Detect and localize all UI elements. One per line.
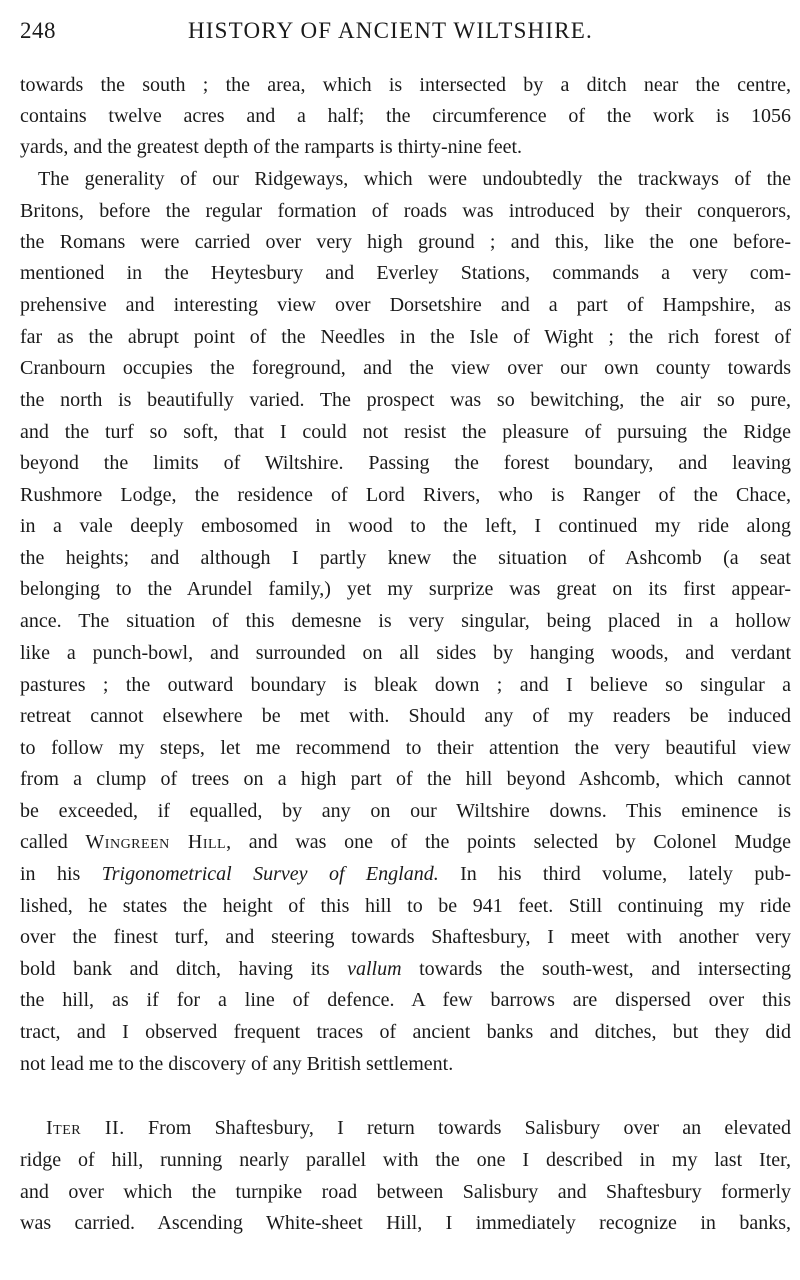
text-line: towards the south ; the area, which is intersected by a ditch near the centre, bbox=[20, 74, 791, 96]
text-line bbox=[20, 827, 791, 857]
text-line: prehensive and interesting view over Dorsetshire and a part of Hampshire, as bbox=[20, 294, 791, 316]
text-line: in a vale deeply embosomed in wood to the left, I continued my ride along bbox=[20, 515, 791, 537]
text-run: in his bbox=[20, 863, 102, 885]
text-line: far as the abrupt point of the Needles in the Isle of Wight ; the rich forest of bbox=[20, 326, 791, 348]
place-name-small-caps: Wingreen Hill bbox=[85, 831, 227, 853]
text-line: from a clump of trees on a high part of the hill beyond Ashcomb, which cannot bbox=[20, 768, 791, 790]
text-line bbox=[20, 954, 791, 984]
text-line: Cranbourn occupies the foreground, and the view over our own county towards bbox=[20, 357, 791, 379]
text-line: yards, and the greatest depth of the ramparts is thirty-nine feet. bbox=[20, 136, 523, 158]
text-line: the heights; and although I partly knew the situation of Ashcomb (a seat bbox=[20, 547, 791, 569]
text-line: Rushmore Lodge, the residence of Lord Rivers, who is Ranger of the Chace, bbox=[20, 484, 791, 506]
text-line: mentioned in the Heytesbury and Everley Stations, commands a very com- bbox=[20, 262, 791, 284]
text-line: the Romans were carried over very high ground ; and this, like the one before- bbox=[20, 231, 791, 253]
text-line: The generality of our Ridgeways, which were undoubtedly the trackways of the bbox=[38, 168, 791, 190]
text-line: beyond the limits of Wiltshire. Passing the forest boundary, and leaving bbox=[20, 452, 791, 474]
page-number: 248 bbox=[20, 18, 56, 43]
text-line: over the finest turf, and steering towards Shaftesbury, I meet with another very bbox=[20, 926, 791, 948]
text-line: the hill, as if for a line of defence. A few barrows are dispersed over this bbox=[20, 989, 791, 1011]
text-line: pastures ; the outward boundary is bleak down ; and I believe so singular a bbox=[20, 674, 791, 696]
text-line: belonging to the Arundel family,) yet my surprize was great on its first appear- bbox=[20, 578, 791, 600]
text-line: lished, he states the height of this hill to be 941 feet. Still continuing my ride bbox=[20, 895, 791, 917]
text-run: called bbox=[20, 831, 86, 853]
text-line bbox=[20, 859, 791, 889]
running-title: HISTORY OF ANCIENT WILTSHIRE. bbox=[188, 18, 593, 43]
text-line: ridge of hill, running nearly parallel with the one I described in my last Iter, bbox=[20, 1149, 791, 1171]
text-run: In his third volume, lately pub- bbox=[438, 863, 791, 885]
term-italic: vallum bbox=[347, 958, 402, 980]
text-line: and over which the turnpike road between Salisbury and Shaftesbury formerly bbox=[20, 1181, 791, 1203]
text-line: like a punch-bowl, and surrounded on all sides by hanging woods, and verdant bbox=[20, 642, 791, 664]
text-run: , and was one of the points selected by Colonel Mudge bbox=[226, 831, 791, 853]
text-run: towards the south-west, and intersecting bbox=[401, 958, 791, 980]
text-line bbox=[46, 1113, 791, 1143]
text-line: the north is beautifully varied. The prospect was so bewitching, the air so pure, bbox=[20, 389, 791, 411]
text-run: From Shaftesbury, I return towards Salisbury over an elevated bbox=[124, 1117, 792, 1139]
section-heading-small-caps: Iter II. bbox=[46, 1117, 125, 1139]
text-line: retreat cannot elsewhere be met with. Should any of my readers be induced bbox=[20, 705, 791, 727]
running-head bbox=[20, 14, 790, 48]
text-line: ance. The situation of this demesne is very singular, being placed in a hollow bbox=[20, 610, 791, 632]
text-line: was carried. Ascending White-sheet Hill, I immediately recognize in banks, bbox=[20, 1212, 791, 1234]
text-line: to follow my steps, let me recommend to their attention the very beautiful view bbox=[20, 737, 791, 759]
book-title-italic: Trigonometrical Survey of England. bbox=[101, 863, 439, 885]
text-line: contains twelve acres and a half; the circumference of the work is 1056 bbox=[20, 105, 791, 127]
text-run: bold bank and ditch, having its bbox=[20, 958, 348, 980]
text-line: tract, and I observed frequent traces of ancient banks and ditches, but they did bbox=[20, 1021, 791, 1043]
text-line: and the turf so soft, that I could not resist the pleasure of pursuing the Ridge bbox=[20, 421, 791, 443]
text-line: not lead me to the discovery of any British settlement. bbox=[20, 1053, 454, 1075]
text-line: be exceeded, if equalled, by any on our Wiltshire downs. This eminence is bbox=[20, 800, 791, 822]
text-line: Britons, before the regular formation of roads was introduced by their conquerors, bbox=[20, 200, 791, 222]
